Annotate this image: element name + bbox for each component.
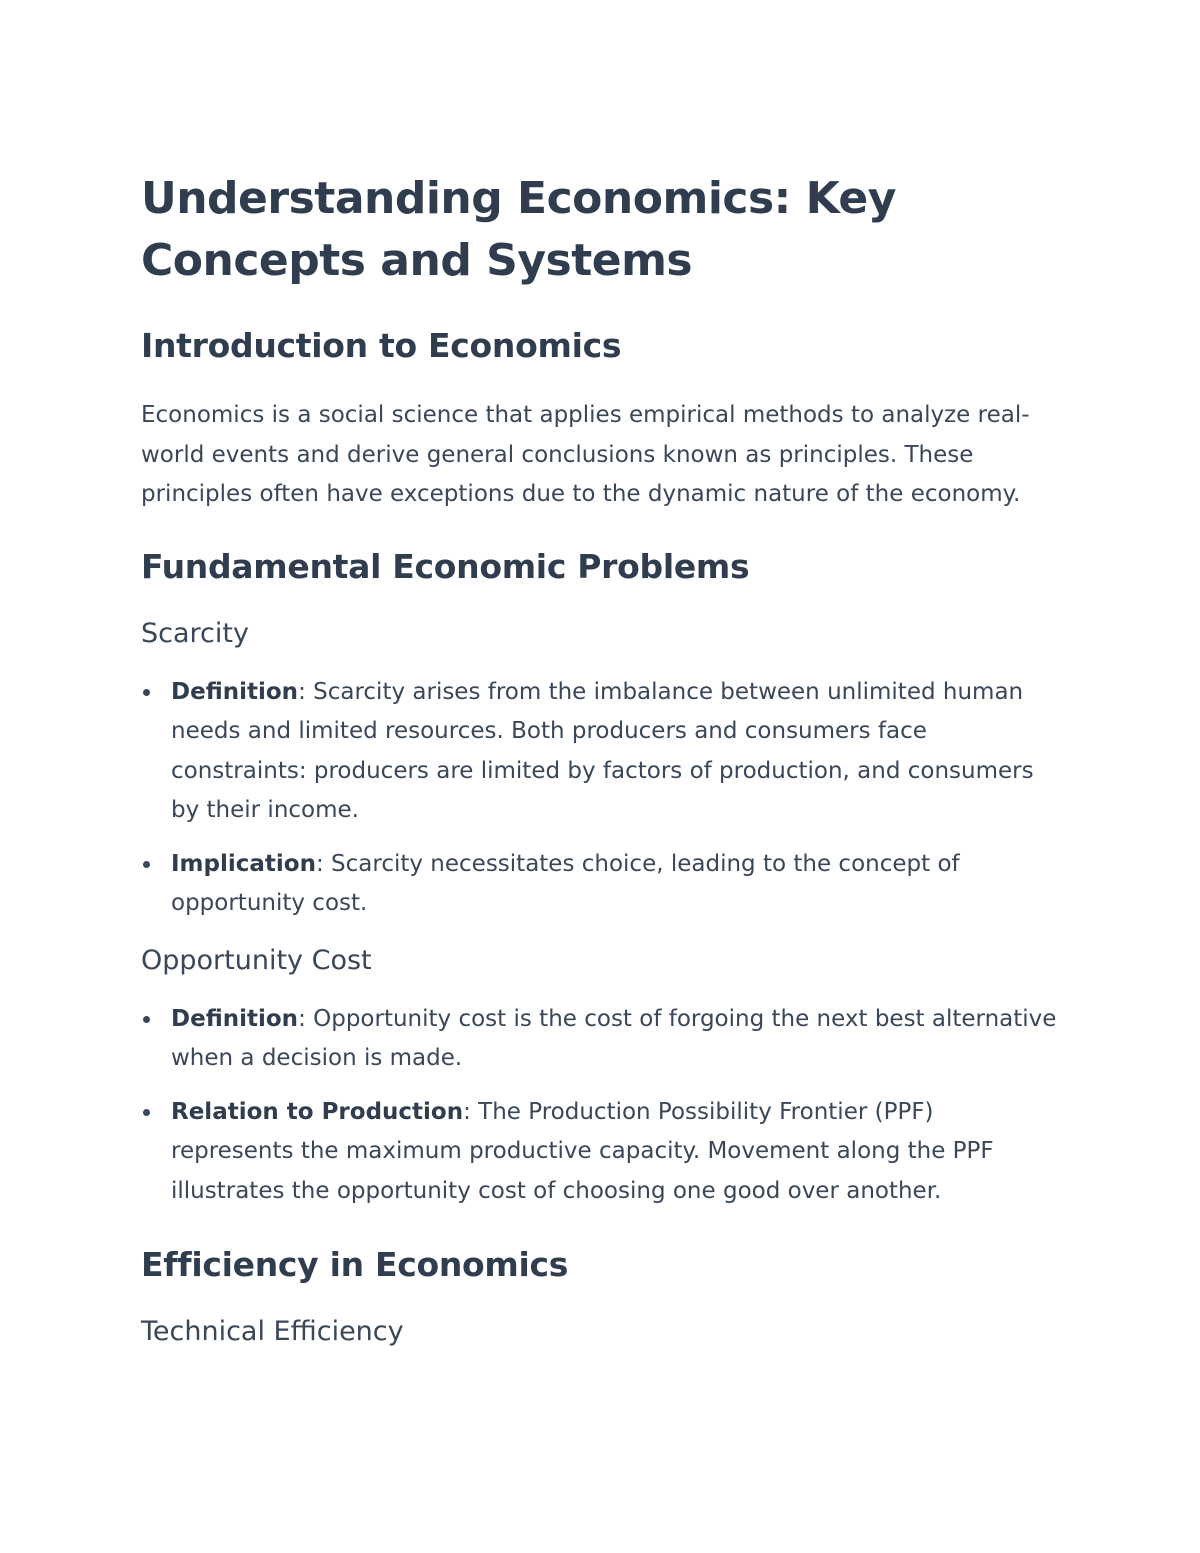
list-item	[141, 845, 1061, 924]
subheading-scarcity: Scarcity	[141, 617, 249, 649]
list-item	[141, 1000, 1061, 1079]
list-item-text: : The Production Possibility Frontier (PPF) represents the maximum productive capacity. Movement along the PPF illustrates the opportunity cost of choosing one good over another.	[171, 1098, 994, 1204]
list-item	[141, 1093, 1061, 1212]
subheading-technical-efficiency: Technical Efficiency	[141, 1316, 404, 1347]
page-title: Understanding Economics: Key Concepts and Systems	[141, 173, 896, 286]
section-heading-efficiency: Efficiency in Economics	[141, 1245, 569, 1284]
list-item-text: : Scarcity arises from the imbalance between unlimited human needs and limited resources. Both producers and consumers face constraints: producers are limited by factors of production, and consumers by their income.	[171, 678, 1034, 823]
section-heading-introduction: Introduction to Economics	[141, 326, 622, 365]
list-item	[141, 673, 1061, 831]
document-page	[141, 168, 1061, 1349]
scarcity-list	[141, 673, 1061, 924]
bullet-icon	[143, 1109, 150, 1116]
bullet-icon	[143, 1016, 150, 1023]
list-item-label: Definition	[171, 1005, 299, 1032]
list-item-text: : Opportunity cost is the cost of forgoing the next best alternative when a decision is made.	[171, 1005, 1057, 1071]
list-item-label: Implication	[171, 850, 316, 877]
list-item-label: Relation to Production	[171, 1098, 464, 1125]
subheading-opportunity-cost: Opportunity Cost	[141, 944, 372, 976]
section-heading-fundamental-problems: Fundamental Economic Problems	[141, 546, 750, 586]
bullet-icon	[143, 689, 150, 696]
bullet-icon	[143, 861, 150, 868]
list-item-label: Definition	[171, 678, 299, 705]
list-item-text: : Scarcity necessitates choice, leading to the concept of opportunity cost.	[171, 850, 960, 916]
introduction-paragraph: Economics is a social science that applies empirical methods to analyze real-world events and derive general conclusions known as principles. These principles often have exceptions due to the dynamic nature of the economy.	[141, 402, 1030, 507]
opportunity-cost-list	[141, 1000, 1061, 1212]
